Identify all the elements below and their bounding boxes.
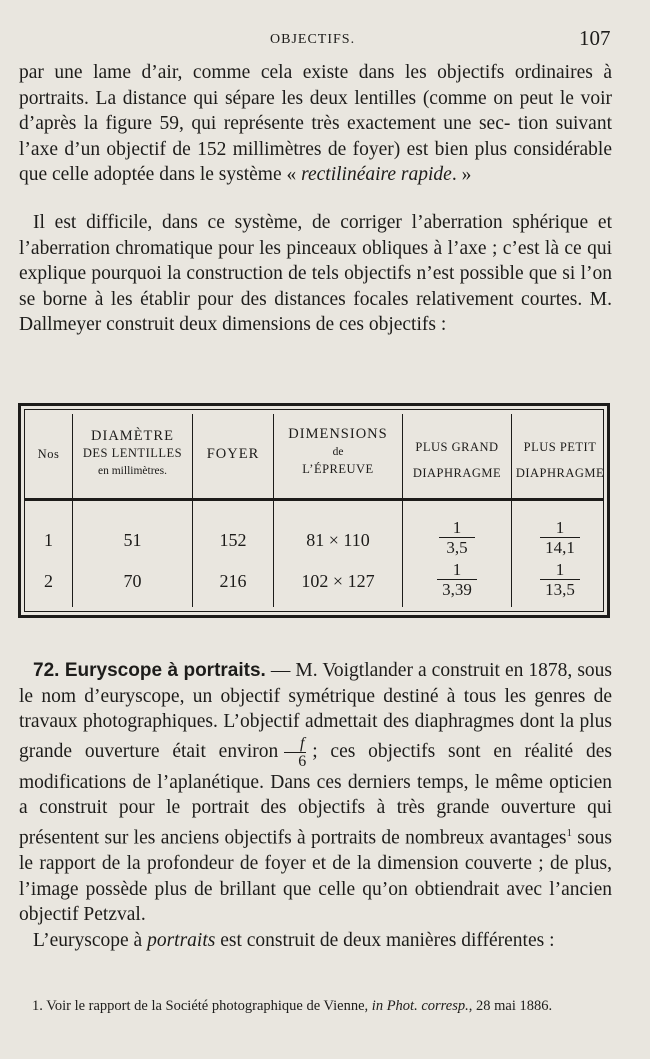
header-plus-petit: PLUS PETIT DIAPHRAGME: [515, 440, 605, 480]
footnote-ref: 1: [566, 826, 572, 839]
header-diametre: DIAMÈTRE DES LENTILLES en millimètres.: [82, 428, 183, 477]
para1-line: plus considérable que celle adoptée dans le système «: [19, 138, 612, 186]
para1-line: portraits. La distance qui sépare les deux lentilles (comme on peut: [19, 87, 554, 109]
table-cell: 102 × 127: [301, 571, 375, 591]
section-72: [19, 658, 612, 953]
para1-end: . »: [451, 164, 472, 186]
table-cell: 152: [219, 530, 247, 550]
italic-term: portraits: [147, 929, 216, 951]
running-title: OBJECTIFS.: [270, 32, 356, 47]
section-text: — M. Voigtlander a construit en 1878, sous le nom d’euryscope, un objectif symétrique destiné à tous les genres de travaux photographiques. L’objectif admettait des diaphragmes dont la plus grande ouverture était environ: [19, 660, 612, 762]
page-header: [0, 26, 650, 50]
section-heading: 72. Euryscope à portraits.: [33, 660, 266, 681]
table-cell: 81 × 110: [306, 530, 370, 550]
header-plus-grand: PLUS GRAND DIAPHRAGME: [412, 440, 502, 480]
fraction-petit-1: $\frac{1}{14,1}$: [540, 518, 580, 557]
paragraph-dallmeyer: [19, 210, 612, 338]
header-nos: Nos: [37, 447, 60, 461]
fraction-grand-1: $\frac{1}{3,5}$: [439, 518, 475, 557]
para2-text: Il est difficile, dans ce système, de corriger l’aberration sphérique et l’aberration chromatique pour les pinceaux obliques à l’axe ; c’est là ce qui explique pourquoi la construction de tels objectifs n’est possible que si l’on se borne à les établir pour des distances focales relativement courtes. M. Dallmeyer construit deux dimensions de ces objectifs :: [19, 212, 612, 336]
table-cell: 51: [123, 530, 142, 550]
page-number: 107: [579, 26, 611, 50]
section-text: sous le rapport de la profondeur de foyer et de la dimension couverte ; de plus, l’image possède plus de brillant que celle qu’on obtiendrait avec l’ancien objectif Petzval.: [19, 827, 612, 926]
italic-term: rectilinéaire rapide: [301, 164, 452, 186]
table-cell: 2: [44, 571, 53, 591]
table-cell: 216: [219, 571, 247, 591]
header-foyer: FOYER: [206, 446, 260, 462]
header-rule: [25, 498, 603, 501]
table-cell: 1: [44, 530, 53, 550]
dallmeyer-table: [18, 403, 610, 618]
footnote: 1. Voir le rapport de la Société photographique de Vienne, in Phot. corresp., 28 mai 1886.: [32, 998, 553, 1014]
fraction-petit-2: $\frac{1}{13,5}$: [540, 560, 580, 599]
section-text: L’euryscope à: [33, 929, 148, 951]
table-cell: 70: [123, 571, 142, 591]
para1-line: par une lame d’air, comme cela existe dans les objectifs ordinaires à: [19, 62, 612, 83]
header-dimensions: DIMENSIONS de L’ÉPREUVE: [288, 426, 388, 476]
paragraph-continued: [19, 60, 612, 188]
para1-line: le voir d’après la figure 59, qui représente très exactement une sec-: [19, 87, 613, 135]
section-text: est construit de deux manières différentes :: [215, 929, 555, 951]
para1-line: tion suivant l’axe d’un objectif de 152 millimètres de foyer) est bien: [19, 113, 613, 160]
section-text: ; ces objectifs sont en réalité des modifications de l’aplanétique. Dans ces derniers temps, le même opticien a construit pour le portrait des objectifs à très grande ouverture qui présentent sur les anciens objectifs à portraits de nombreux avantages: [19, 740, 612, 849]
fraction-f-6: $\frac{f}{6}$: [284, 735, 306, 770]
fraction-grand-2: $\frac{1}{3,39}$: [437, 560, 477, 599]
